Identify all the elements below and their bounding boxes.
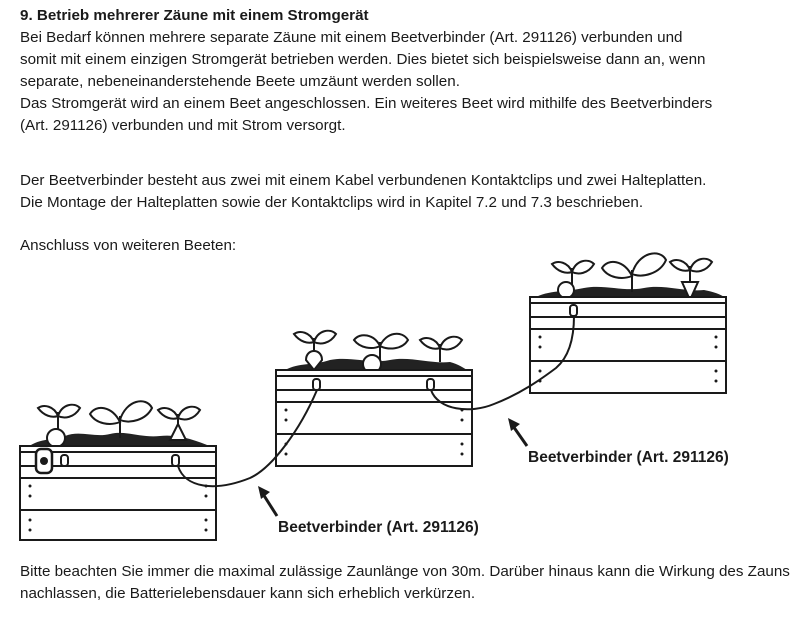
raised-bed-right	[530, 253, 726, 393]
intro-paragraph	[20, 27, 712, 137]
raised-beds-illustration	[0, 230, 804, 550]
text-line: nachlassen, die Batterielebensdauer kann sich erheblich verkürzen.	[20, 585, 476, 602]
raised-bed-left	[20, 401, 216, 540]
text-line: Bei Bedarf können mehrere separate Zäune mit einem Beetverbinder (Art. 291126) verbunden und	[20, 29, 683, 46]
connector-description	[20, 170, 706, 214]
text-line: (Art. 291126) verbunden und mit Strom versorgt.	[20, 117, 346, 134]
arrow-icon	[258, 486, 277, 516]
section-heading: 9. Betrieb mehrerer Zäune mit einem Stromgerät	[20, 7, 369, 24]
text-line: somit mit einem einzigen Stromgerät betrieben werden. Dies bietet sich beispielsweise dann an, wenn	[20, 51, 706, 68]
text-line: separate, nebeneinanderstehende Beete umzäunt werden sollen.	[20, 73, 460, 90]
warning-paragraph	[20, 561, 790, 605]
text-line: Die Montage der Halteplatten sowie der Kontaktclips wird in Kapitel 7.2 und 7.3 beschrieben.	[20, 194, 644, 211]
connector-label-left: Beetverbinder (Art. 291126)	[278, 519, 479, 536]
text-line: Der Beetverbinder besteht aus zwei mit einem Kabel verbundenen Kontaktclips und zwei Halteplatten.	[20, 172, 707, 189]
raised-bed-middle	[276, 331, 472, 466]
connector-label-right: Beetverbinder (Art. 291126)	[528, 449, 729, 466]
text-line: Bitte beachten Sie immer die maximal zulässige Zaunlänge von 30m. Darüber hinaus kann die Wirkung des Zauns	[20, 563, 790, 580]
figure-caption: Anschluss von weiteren Beeten:	[20, 237, 237, 254]
arrow-icon	[508, 418, 527, 446]
text-line: Das Stromgerät wird an einem Beet angeschlossen. Ein weiteres Beet wird mithilfe des Beetverbinders	[20, 95, 713, 112]
